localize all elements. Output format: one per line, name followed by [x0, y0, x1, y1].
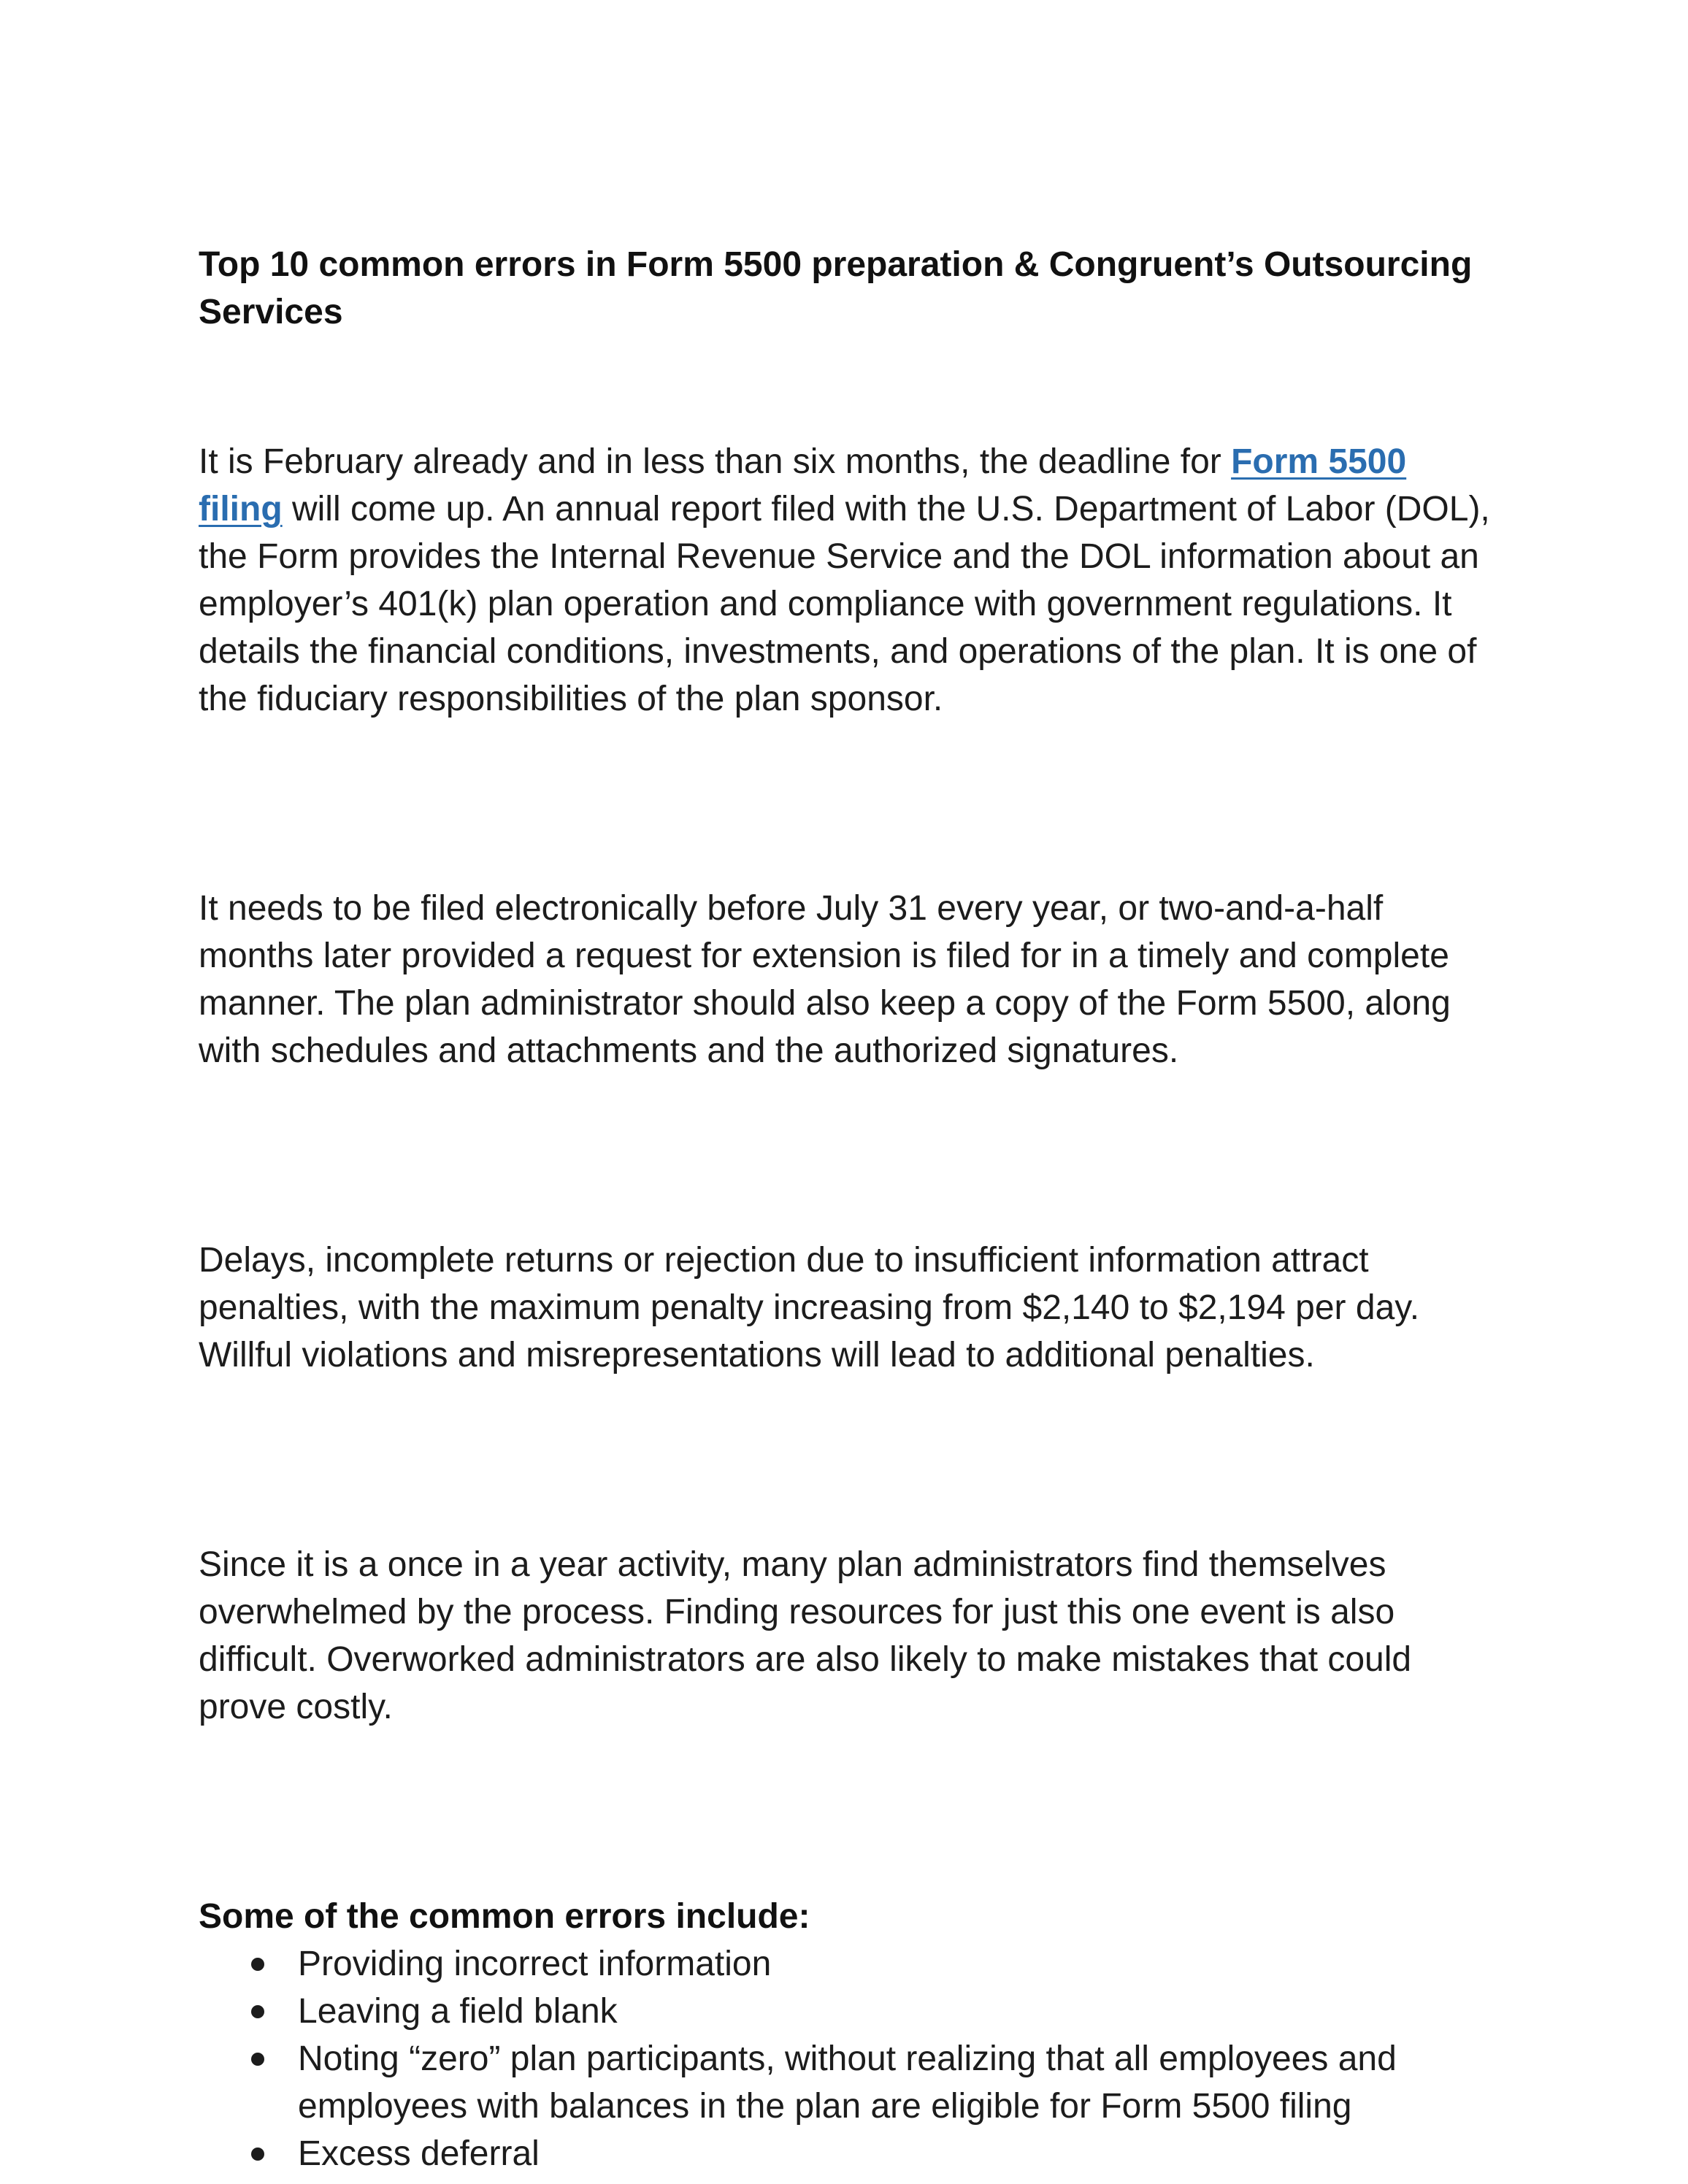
list-item: [199, 1940, 1498, 1988]
paragraph-spacer: [199, 1074, 1498, 1237]
bullet-icon: [251, 2005, 264, 2018]
paragraph-deadline-text-before-link: It is February already and in less than six months, the deadline for: [199, 442, 1232, 481]
bullet-icon: [251, 1958, 264, 1971]
paragraph-spacer: [199, 723, 1498, 885]
bullet-icon: [251, 2148, 264, 2161]
paragraph-administrator-challenges: Since it is a once in a year activity, many plan administrators find themselves overwhelmed by the process. Finding resources for just this one event is also difficult. Overworked administrators are also likely to make mistakes that could prove costly.: [199, 1545, 1412, 1726]
paragraph-filing-requirements: It needs to be filed electronically before July 31 every year, or two-and-a-half months later provided a request for extension is filed for in a timely and complete manner. The plan administrator should also keep a copy of the Form 5500, along with schedules and attachments and the authorized signatures.: [199, 889, 1451, 1070]
paragraph-deadline-text-after-link: will come up. An annual report filed with the U.S. Department of Labor (DOL), the Form provides the Internal Revenue Service and the DOL information about an employer’s 401(k) plan operation and compliance with government regulations. It details the financial conditions, investments, and operations of the plan. It is one of the fiduciary responsibilities of the plan sponsor.: [199, 490, 1490, 718]
list-item: [199, 2035, 1498, 2130]
common-errors-list: [199, 1940, 1498, 2177]
list-item: [199, 1988, 1498, 2035]
list-item-text: Noting “zero” plan participants, without realizing that all employees and employees with balances in the plan are eligible for Form 5500 filing: [298, 2039, 1397, 2126]
paragraph-spacer: [199, 1379, 1498, 1541]
paragraph-penalties: Delays, incomplete returns or rejection due to insufficient information attract penalties, with the maximum penalty increasing from $2,140 to $2,194 per day. Willful violations and misrepresentations will lead to additional penalties.: [199, 1241, 1420, 1374]
list-item-text: Providing incorrect information: [298, 1945, 772, 1983]
document-content: [199, 241, 1498, 2177]
paragraph-deadline: [199, 438, 1498, 723]
form-5500-filing-link[interactable]: Form 5500 filing: [199, 442, 1407, 528]
bullet-icon: [251, 2053, 264, 2066]
list-item: [199, 2130, 1498, 2177]
paragraph-spacer: [199, 1731, 1498, 1893]
document-title: Top 10 common errors in Form 5500 preparation & Congruent’s Outsourcing Services: [199, 245, 1473, 331]
common-errors-heading: Some of the common errors include:: [199, 1897, 810, 1936]
list-item-text: Excess deferral: [298, 2134, 540, 2173]
list-item-text: Leaving a field blank: [298, 1992, 618, 2031]
